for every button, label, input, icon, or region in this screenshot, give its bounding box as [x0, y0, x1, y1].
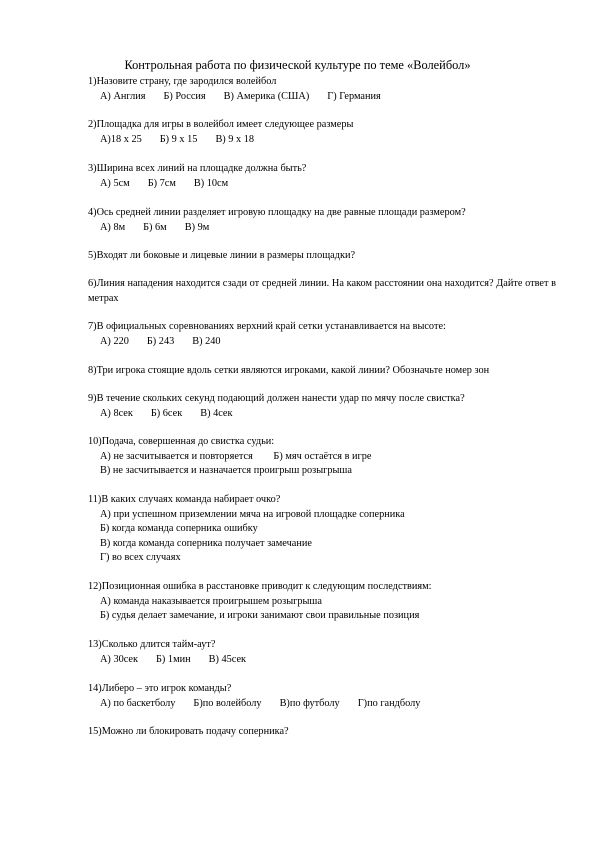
answer-line: В) когда команда соперника получает замечание	[100, 537, 312, 549]
answer-option: В) 45сек	[208, 653, 247, 665]
answer-options	[100, 335, 556, 350]
answer-option: Г)по гандболу	[357, 697, 421, 709]
question-text: 7)В официальных соревнованиях верхний край сетки устанавливается на высоте:	[88, 321, 446, 332]
answer-option: А)18 х 25	[100, 133, 142, 145]
question-text: 11)В каких случаях команда набирает очко?	[88, 494, 281, 505]
answer-option: В) 4сек	[200, 407, 233, 419]
answer-option: Г) Германия	[327, 90, 381, 102]
question-text: 12)Позиционная ошибка в расстановке приводит к следующим последствиям:	[88, 581, 432, 592]
answer-option: Б) 9 х 15	[159, 133, 198, 145]
answer-option: В) 10см	[193, 177, 229, 189]
question-3	[88, 162, 556, 191]
answer-option: А) по баскетболу	[100, 697, 176, 709]
answer-options	[100, 653, 556, 668]
answer-option: Б) Россия	[163, 90, 206, 102]
answer-option: Б) 1мин	[156, 653, 191, 665]
answer-line: В) не засчитывается и назначается проигрыш розыгрыша	[100, 465, 352, 477]
answer-option: Б) 6сек	[150, 407, 183, 419]
question-text: 5)Входят ли боковые и лицевые линии в размеры площадки?	[88, 250, 356, 261]
answer-options	[100, 133, 556, 148]
answer-option: Б)по волейболу	[193, 697, 262, 709]
question-9	[88, 392, 556, 421]
answer-option: В) Америка (США)	[223, 90, 310, 102]
page-title: Контрольная работа по физической культуре по теме «Волейбол»	[124, 58, 471, 72]
question-4	[88, 206, 556, 235]
answer-option: А) 8м	[100, 221, 126, 233]
answer-options	[100, 697, 556, 712]
question-text: 3)Ширина всех линий на площадке должна быть?	[88, 163, 307, 174]
answer-option: В) 9 х 18	[215, 133, 255, 145]
question-2	[88, 118, 556, 147]
answer-line: Б) когда команда соперника ошибку	[100, 523, 258, 535]
question-text: 4)Ось средней линии разделяет игровую площадку на две равные площади размером?	[88, 207, 466, 218]
answer-option: А) 8сек	[100, 407, 133, 419]
question-text: 1)Назовите страну, где зародился волейбол	[88, 76, 277, 87]
question-8	[88, 364, 556, 379]
question-text: 2)Площадка для игры в волейбол имеет следующее размеры	[88, 119, 354, 130]
answer-line: А) команда наказывается проигрышем розыгрыша	[100, 595, 322, 607]
answer-option: А) 220	[100, 335, 129, 347]
question-text: 14)Либеро – это игрок команды?	[88, 683, 232, 694]
question-text: 8)Три игрока стоящие вдоль сетки являются игроками, какой линии? Обозначьте номер зон	[88, 365, 490, 376]
question-5	[88, 249, 556, 264]
question-13	[88, 638, 556, 667]
question-7	[88, 320, 556, 349]
answer-line: Г) во всех случаях	[100, 552, 181, 564]
answer-options	[100, 221, 556, 236]
answer-option: Б) 6м	[143, 221, 167, 233]
question-text: 13)Сколько длится тайм-аут?	[88, 639, 216, 650]
question-text: 6)Линия нападения находится сзади от средней линии. На каком расстоянии она находится? Дайте ответ в метрах	[88, 278, 556, 304]
question-14	[88, 682, 556, 711]
answer-line: А) при успешном приземлении мяча на игровой площадке соперника	[100, 508, 405, 520]
answer-option: В) 9м	[184, 221, 210, 233]
answer-line: Б) судья делает замечание, и игроки занимают свои правильные позиция	[100, 610, 420, 622]
question-11	[88, 493, 556, 566]
question-10	[88, 435, 556, 479]
answer-options	[100, 177, 556, 192]
answer-option: А) 5см	[100, 177, 130, 189]
question-15	[88, 725, 556, 740]
answer-option: А) Англия	[100, 90, 146, 102]
question-6	[88, 277, 556, 306]
answer-options	[100, 407, 556, 422]
answer-option: А) 30сек	[100, 653, 139, 665]
question-1	[88, 75, 556, 104]
question-12	[88, 580, 556, 624]
answer-option: Б) 7см	[147, 177, 176, 189]
answer-line: А) не засчитывается и повторяется Б) мяч остаётся в игре	[100, 450, 372, 462]
question-text: 9)В течение скольких секунд подающий должен нанести удар по мячу после свистка?	[88, 393, 465, 404]
answer-option: Б) 243	[146, 335, 175, 347]
answer-option: В) 240	[192, 335, 221, 347]
answer-option: В)по футболу	[279, 697, 340, 709]
question-text: 15)Можно ли блокировать подачу соперника?	[88, 726, 289, 737]
question-text: 10)Подача, совершенная до свистка судьи:	[88, 436, 275, 447]
answer-options	[100, 90, 556, 105]
